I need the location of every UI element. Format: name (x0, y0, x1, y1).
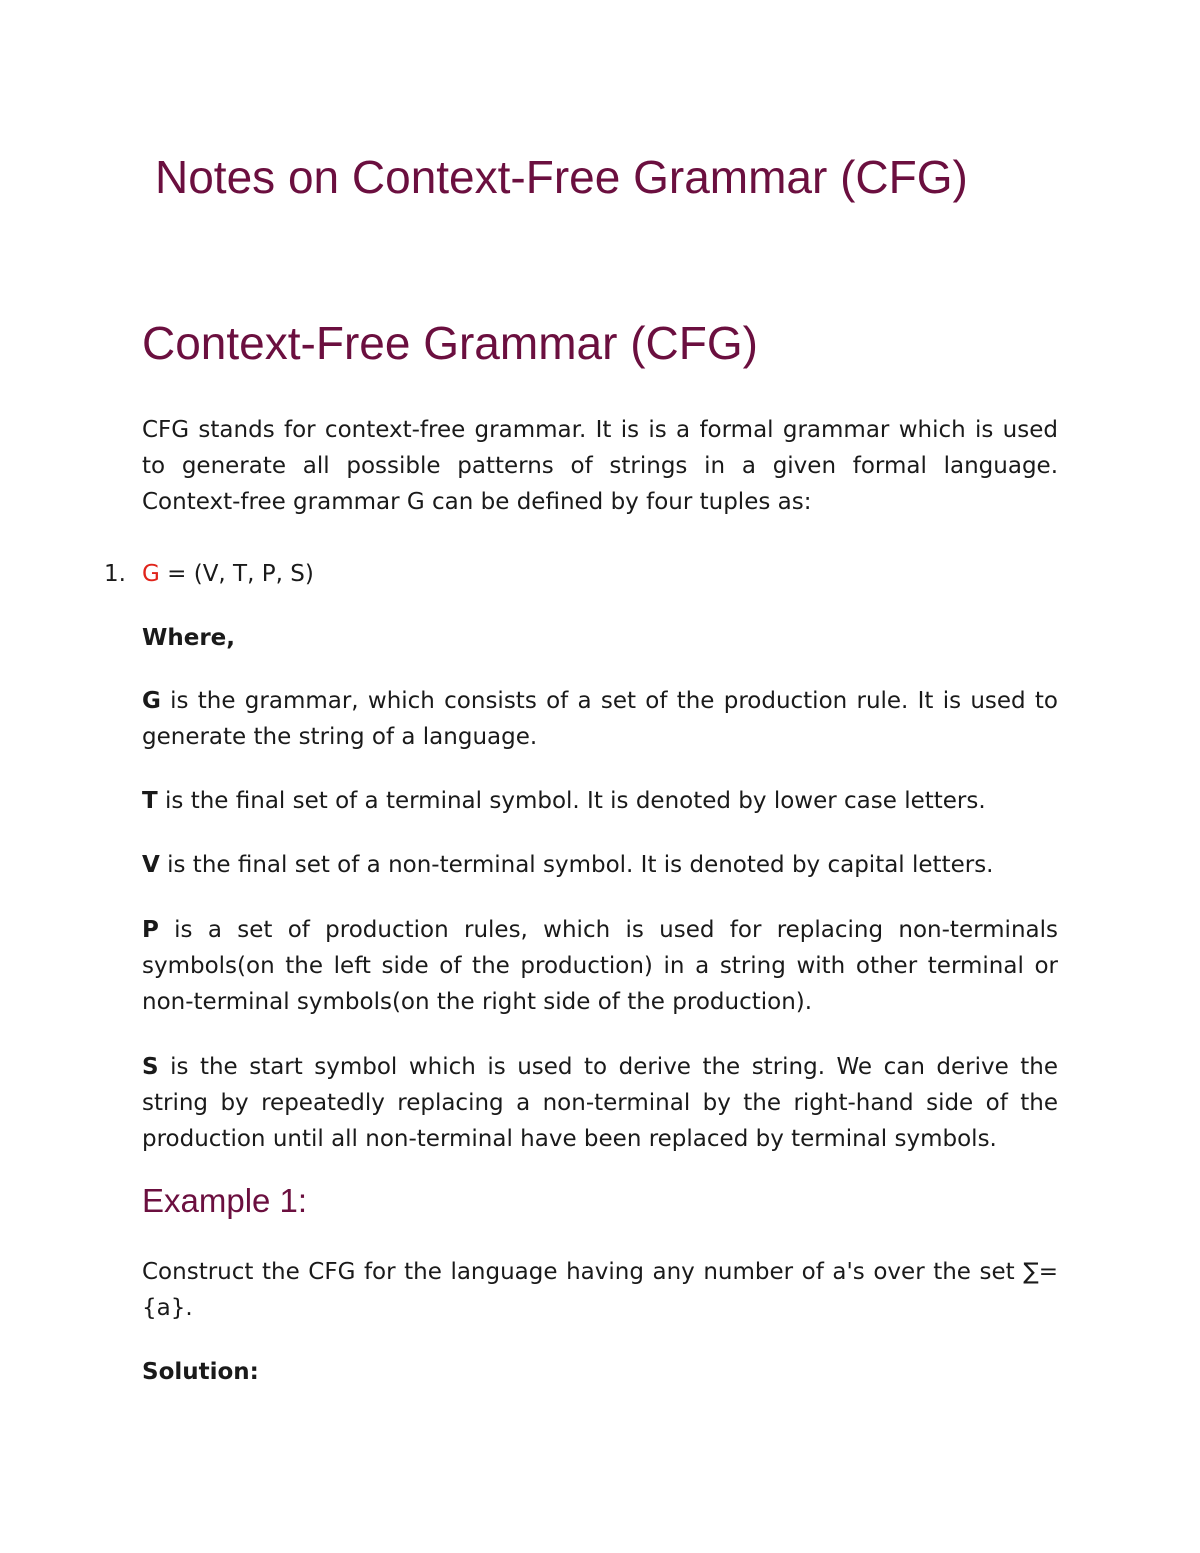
definition-text: is the start symbol which is used to derive the string. We can derive the string by repeatedly replacing a non-terminal by the right-hand side of the production until all non-terminal have been replaced by terminal symbols. (142, 1054, 1058, 1152)
definition-g (142, 683, 1058, 755)
tuple-list-item (104, 556, 314, 592)
definition-t (142, 783, 1058, 819)
definition-term: T (142, 788, 158, 814)
definition-text: is the final set of a terminal symbol. It is denoted by lower case letters. (157, 788, 986, 814)
intro-paragraph: CFG stands for context-free grammar. It is is a formal grammar which is used to generate all possible patterns of strings in a given formal language. Context-free grammar G can be defined by four tuples as: (142, 417, 1058, 515)
tuple-definition: = (V, T, P, S) (159, 561, 314, 587)
definition-term: S (142, 1054, 159, 1080)
definition-v (142, 847, 1058, 883)
definition-term: V (142, 852, 160, 878)
solution-label (142, 1354, 1058, 1390)
definition-text: is the grammar, which consists of a set of the production rule. It is used to generate the string of a language. (142, 688, 1058, 750)
definition-s (142, 1049, 1058, 1157)
example-paragraph: Construct the CFG for the language having any number of a's over the set ∑= {a}. (142, 1259, 1058, 1321)
section-heading: Context-Free Grammar (CFG) (142, 317, 758, 369)
example-heading: Example 1: (142, 1182, 308, 1219)
definition-text: is the final set of a non-terminal symbol. It is denoted by capital letters. (159, 852, 994, 878)
grammar-symbol: G (142, 561, 160, 587)
document-title: Notes on Context-Free Grammar (CFG) (155, 151, 968, 203)
definition-term: G (142, 688, 161, 714)
where-label (142, 620, 1058, 656)
where-text: Where, (142, 625, 236, 651)
list-number: 1. (104, 561, 126, 587)
solution-text: Solution: (142, 1359, 259, 1385)
definition-text: is a set of production rules, which is used for replacing non-terminals symbols(on the left side of the production) in a string with other terminal or non-terminal symbols(on the right side of the production). (142, 917, 1058, 1015)
definition-p (142, 912, 1058, 1020)
definition-term: P (142, 917, 159, 943)
